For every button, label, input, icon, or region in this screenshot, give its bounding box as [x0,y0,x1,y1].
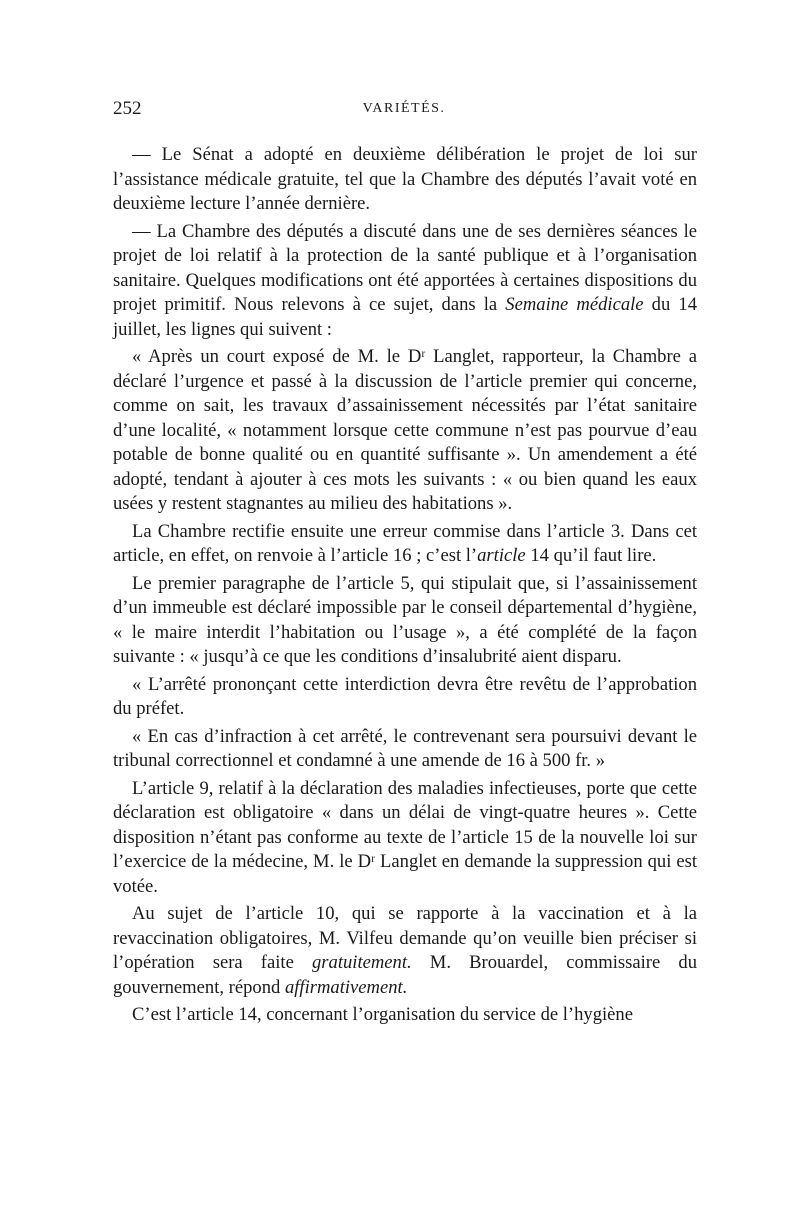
paragraph-text: du 14 juillet, les lignes qui suivent : [113,294,697,340]
paragraph-text: — La Chambre des députés a discuté dans une de ses dernières séances le projet de loi relatif à la protection de la santé publique et à l’organisation sanitaire. Quelques modifications ont été apportées à certaines dispositions du projet primitif. Nous relevons à ce sujet, dans la [113,220,697,315]
page-header [113,98,695,128]
paragraph-text: Le premier paragraphe de l’article 5, qui stipulait que, si l’assainissement d’un immeuble est déclaré impossible par le conseil départemental d’hygiène, « le maire interdit l’habitation ou l’usage », a été complété de la façon suivante : « jusqu’à ce que les conditions d’insalubrité aient disparu. [113,572,697,667]
emphasized-word: gratuitement. [311,952,412,973]
paragraph-infraction [113,725,697,774]
body-text [113,143,697,1031]
paragraph-text: Au sujet de l’article 10, qui se rapporte à la vaccination et à la revaccination obligatoires, M. Vilfeu demande qu’on veuille bien préciser si l’opération sera faite [113,903,697,973]
paragraph-article-10 [113,902,697,1000]
paragraph-arrete [113,673,697,722]
paragraph-text: M. Brouardel, commissaire du gouvernement, répond [113,952,697,998]
paragraph-text: C’est l’article 14, concernant l’organisation du service de l’hygiène [132,1004,633,1025]
paragraph-text: « Après un court exposé de M. le Dʳ Langlet, rapporteur, la Chambre a déclaré l’urgence et passé à la discussion de l’article premier qui concerne, comme on sait, les travaux d’assainissement nécessités par l’état sanitaire d’une localité, « notamment lorsque cette commune n’est pas pourvue d’eau potable de bonne qualité ou en quantité suffisante ». Un amendement a été adopté, tendant à ajouter à ces mots les suivants : « ou bien quand les eaux usées y restent stagnantes au milieu des habitations ». [113,346,697,514]
paragraph-text: « En cas d’infraction à cet arrêté, le contrevenant sera poursuivi devant le tribunal correctionnel et condamné à une amende de 16 à 500 fr. » [113,725,697,771]
paragraph-text: La Chambre rectifie ensuite une erreur commise dans l’article 3. Dans cet article, en effet, on renvoie à l’article 16 ; c’est l’ [113,520,697,566]
emphasized-word: article [477,545,526,566]
paragraph-article-14 [113,1003,697,1028]
paragraph-quote-langlet [113,345,697,517]
paragraph-article-3 [113,520,697,569]
journal-title: Semaine médicale [505,294,644,315]
paragraph-text: — Le Sénat a adopté en deuxième délibération le projet de loi sur l’assistance médicale gratuite, tel que la Chambre des députés l’avait voté en deuxième lecture l’année dernière. [113,144,697,214]
running-title: VARIÉTÉS. [362,101,446,116]
paragraph-text: L’article 9, relatif à la déclaration des maladies infectieuses, porte que cette déclaration est obligatoire « dans un délai de vingt-quatre heures ». Cette disposition n’étant pas conforme au texte de l’article 15 de la nouvelle loi sur l’exercice de la médecine, M. le Dʳ Langlet en demande la suppression qui est votée. [113,777,697,897]
paragraph-article-5 [113,572,697,670]
paragraph-senat [113,143,697,217]
page-number: 252 [113,98,142,119]
paragraph-chambre [113,220,697,343]
paragraph-text: 14 qu’il faut lire. [525,545,657,566]
emphasized-word: affirmativement. [284,976,408,998]
paragraph-article-9 [113,777,697,900]
paragraph-text: « L’arrêté prononçant cette interdiction devra être revêtu de l’approbation du préfet. [113,673,697,719]
